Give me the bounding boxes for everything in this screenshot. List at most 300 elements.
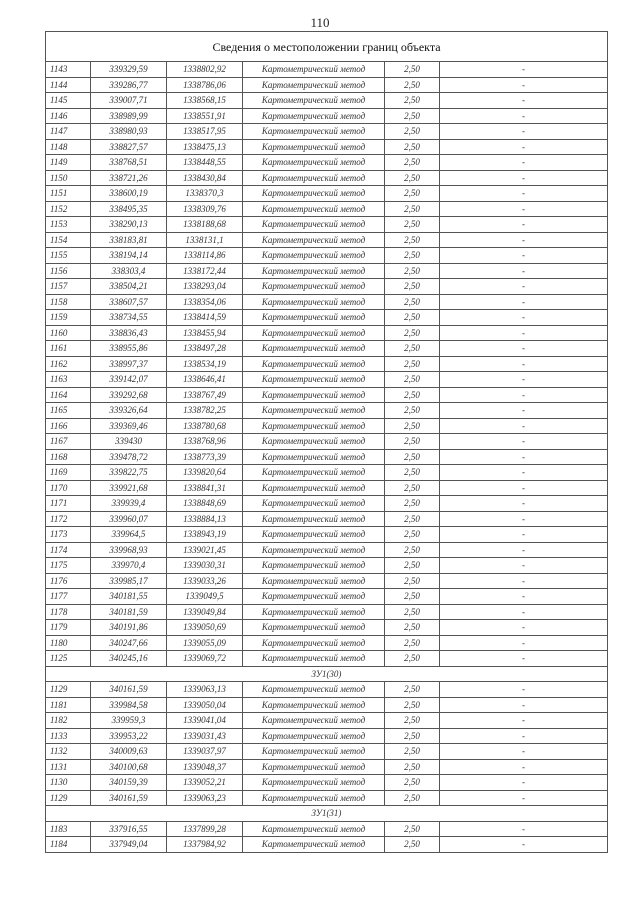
accuracy-cell: 2,50 xyxy=(385,604,440,620)
accuracy-cell: 2,50 xyxy=(385,418,440,434)
method-cell: Картометрический метод xyxy=(243,341,385,357)
accuracy-cell: 2,50 xyxy=(385,186,440,202)
table-row xyxy=(46,558,608,574)
method-cell: Картометрический метод xyxy=(243,217,385,233)
table-row xyxy=(46,217,608,233)
coord-x-cell: 339959,3 xyxy=(91,713,167,729)
accuracy-cell: 2,50 xyxy=(385,325,440,341)
accuracy-cell: 2,50 xyxy=(385,434,440,450)
coord-y-cell: 1338943,19 xyxy=(167,527,243,543)
point-number-cell: 1133 xyxy=(46,728,91,744)
coord-y-cell: 1338517,95 xyxy=(167,124,243,140)
point-number-cell: 1172 xyxy=(46,511,91,527)
method-cell: Картометрический метод xyxy=(243,604,385,620)
table-row xyxy=(46,372,608,388)
coord-x-cell: 339142,07 xyxy=(91,372,167,388)
coord-y-cell: 1338568,15 xyxy=(167,93,243,109)
point-number-cell: 1179 xyxy=(46,620,91,636)
table-row xyxy=(46,387,608,403)
note-cell: - xyxy=(440,170,608,186)
method-cell: Картометрический метод xyxy=(243,263,385,279)
coord-y-cell: 1338455,94 xyxy=(167,325,243,341)
point-number-cell: 1161 xyxy=(46,341,91,357)
table-row xyxy=(46,480,608,496)
section-row xyxy=(46,806,608,822)
accuracy-cell: 2,50 xyxy=(385,294,440,310)
coord-x-cell: 339822,75 xyxy=(91,465,167,481)
accuracy-cell: 2,50 xyxy=(385,682,440,698)
table-row xyxy=(46,418,608,434)
note-cell: - xyxy=(440,93,608,109)
note-cell: - xyxy=(440,263,608,279)
coord-x-cell: 339970,4 xyxy=(91,558,167,574)
coord-x-cell: 338183,81 xyxy=(91,232,167,248)
coord-y-cell: 1337899,28 xyxy=(167,821,243,837)
note-cell: - xyxy=(440,790,608,806)
point-number-cell: 1146 xyxy=(46,108,91,124)
coord-x-cell: 339430 xyxy=(91,434,167,450)
note-cell: - xyxy=(440,108,608,124)
accuracy-cell: 2,50 xyxy=(385,124,440,140)
note-cell: - xyxy=(440,558,608,574)
coord-x-cell: 339478,72 xyxy=(91,449,167,465)
point-number-cell: 1162 xyxy=(46,356,91,372)
accuracy-cell: 2,50 xyxy=(385,263,440,279)
note-cell: - xyxy=(440,589,608,605)
accuracy-cell: 2,50 xyxy=(385,697,440,713)
table-row xyxy=(46,341,608,357)
note-cell: - xyxy=(440,310,608,326)
point-number-cell: 1163 xyxy=(46,372,91,388)
method-cell: Картометрический метод xyxy=(243,775,385,791)
accuracy-cell: 2,50 xyxy=(385,310,440,326)
point-number-cell: 1129 xyxy=(46,682,91,698)
method-cell: Картометрический метод xyxy=(243,589,385,605)
note-cell: - xyxy=(440,372,608,388)
method-cell: Картометрический метод xyxy=(243,759,385,775)
note-cell: - xyxy=(440,821,608,837)
coord-y-cell: 1338786,06 xyxy=(167,77,243,93)
accuracy-cell: 2,50 xyxy=(385,356,440,372)
note-cell: - xyxy=(440,744,608,760)
coord-y-cell: 1339049,5 xyxy=(167,589,243,605)
accuracy-cell: 2,50 xyxy=(385,480,440,496)
coord-y-cell: 1338448,55 xyxy=(167,155,243,171)
method-cell: Картометрический метод xyxy=(243,496,385,512)
point-number-cell: 1177 xyxy=(46,589,91,605)
coord-x-cell: 339286,77 xyxy=(91,77,167,93)
note-cell: - xyxy=(440,403,608,419)
accuracy-cell: 2,50 xyxy=(385,589,440,605)
coord-x-cell: 338504,21 xyxy=(91,279,167,295)
table-row xyxy=(46,635,608,651)
note-cell: - xyxy=(440,139,608,155)
coord-y-cell: 1339820,64 xyxy=(167,465,243,481)
coord-y-cell: 1339050,04 xyxy=(167,697,243,713)
note-cell: - xyxy=(440,837,608,853)
point-number-cell: 1158 xyxy=(46,294,91,310)
method-cell: Картометрический метод xyxy=(243,155,385,171)
table-row xyxy=(46,449,608,465)
table-row xyxy=(46,263,608,279)
coord-x-cell: 340245,16 xyxy=(91,651,167,667)
coord-y-cell: 1338354,06 xyxy=(167,294,243,310)
note-cell: - xyxy=(440,434,608,450)
point-number-cell: 1129 xyxy=(46,790,91,806)
coord-x-cell: 339326,64 xyxy=(91,403,167,419)
coord-y-cell: 1338293,04 xyxy=(167,279,243,295)
method-cell: Картометрический метод xyxy=(243,620,385,636)
method-cell: Картометрический метод xyxy=(243,465,385,481)
point-number-cell: 1148 xyxy=(46,139,91,155)
accuracy-cell: 2,50 xyxy=(385,279,440,295)
method-cell: Картометрический метод xyxy=(243,139,385,155)
coord-x-cell: 338997,37 xyxy=(91,356,167,372)
coord-x-cell: 338600,19 xyxy=(91,186,167,202)
point-number-cell: 1169 xyxy=(46,465,91,481)
method-cell: Картометрический метод xyxy=(243,511,385,527)
note-cell: - xyxy=(440,449,608,465)
point-number-cell: 1176 xyxy=(46,573,91,589)
coord-y-cell: 1339049,84 xyxy=(167,604,243,620)
note-cell: - xyxy=(440,573,608,589)
point-number-cell: 1144 xyxy=(46,77,91,93)
section-row xyxy=(46,666,608,682)
coord-x-cell: 338607,57 xyxy=(91,294,167,310)
table-row xyxy=(46,403,608,419)
method-cell: Картометрический метод xyxy=(243,372,385,388)
method-cell: Картометрический метод xyxy=(243,558,385,574)
point-number-cell: 1149 xyxy=(46,155,91,171)
coord-y-cell: 1338430,84 xyxy=(167,170,243,186)
coord-x-cell: 340161,59 xyxy=(91,790,167,806)
accuracy-cell: 2,50 xyxy=(385,170,440,186)
point-number-cell: 1132 xyxy=(46,744,91,760)
coord-y-cell: 1338773,39 xyxy=(167,449,243,465)
table-row xyxy=(46,837,608,853)
table-row xyxy=(46,108,608,124)
note-cell: - xyxy=(440,232,608,248)
point-number-cell: 1130 xyxy=(46,775,91,791)
page-number: 110 xyxy=(310,15,330,30)
method-cell: Картометрический метод xyxy=(243,713,385,729)
table-row xyxy=(46,201,608,217)
accuracy-cell: 2,50 xyxy=(385,744,440,760)
note-cell: - xyxy=(440,604,608,620)
table-row xyxy=(46,713,608,729)
section-label: ЗУ1(31) xyxy=(46,806,608,822)
coord-y-cell: 1339033,26 xyxy=(167,573,243,589)
accuracy-cell: 2,50 xyxy=(385,620,440,636)
method-cell: Картометрический метод xyxy=(243,170,385,186)
table-row xyxy=(46,651,608,667)
coord-y-cell: 1338768,96 xyxy=(167,434,243,450)
coord-y-cell: 1338780,68 xyxy=(167,418,243,434)
method-cell: Картометрический метод xyxy=(243,682,385,698)
method-cell: Картометрический метод xyxy=(243,232,385,248)
coord-x-cell: 340161,59 xyxy=(91,682,167,698)
accuracy-cell: 2,50 xyxy=(385,217,440,233)
coord-y-cell: 1338131,1 xyxy=(167,232,243,248)
note-cell: - xyxy=(440,496,608,512)
coord-x-cell: 338768,51 xyxy=(91,155,167,171)
accuracy-cell: 2,50 xyxy=(385,713,440,729)
point-number-cell: 1181 xyxy=(46,697,91,713)
point-number-cell: 1167 xyxy=(46,434,91,450)
note-cell: - xyxy=(440,356,608,372)
point-number-cell: 1174 xyxy=(46,542,91,558)
method-cell: Картометрический метод xyxy=(243,294,385,310)
note-cell: - xyxy=(440,682,608,698)
accuracy-cell: 2,50 xyxy=(385,775,440,791)
coord-x-cell: 338303,4 xyxy=(91,263,167,279)
note-cell: - xyxy=(440,465,608,481)
accuracy-cell: 2,50 xyxy=(385,527,440,543)
coord-x-cell: 339960,07 xyxy=(91,511,167,527)
point-number-cell: 1153 xyxy=(46,217,91,233)
method-cell: Картометрический метод xyxy=(243,124,385,140)
accuracy-cell: 2,50 xyxy=(385,511,440,527)
table-row xyxy=(46,232,608,248)
coord-x-cell: 338194,14 xyxy=(91,248,167,264)
coord-y-cell: 1338188,68 xyxy=(167,217,243,233)
method-cell: Картометрический метод xyxy=(243,77,385,93)
coord-x-cell: 338827,57 xyxy=(91,139,167,155)
point-number-cell: 1165 xyxy=(46,403,91,419)
note-cell: - xyxy=(440,387,608,403)
note-cell: - xyxy=(440,542,608,558)
method-cell: Картометрический метод xyxy=(243,635,385,651)
table-row xyxy=(46,139,608,155)
coord-x-cell: 339953,22 xyxy=(91,728,167,744)
coord-y-cell: 1338551,91 xyxy=(167,108,243,124)
note-cell: - xyxy=(440,775,608,791)
table-row xyxy=(46,821,608,837)
coord-x-cell: 339968,93 xyxy=(91,542,167,558)
accuracy-cell: 2,50 xyxy=(385,759,440,775)
method-cell: Картометрический метод xyxy=(243,418,385,434)
point-number-cell: 1168 xyxy=(46,449,91,465)
coord-y-cell: 1339041,04 xyxy=(167,713,243,729)
point-number-cell: 1131 xyxy=(46,759,91,775)
point-number-cell: 1145 xyxy=(46,93,91,109)
point-number-cell: 1156 xyxy=(46,263,91,279)
coord-x-cell: 339007,71 xyxy=(91,93,167,109)
accuracy-cell: 2,50 xyxy=(385,387,440,403)
point-number-cell: 1151 xyxy=(46,186,91,202)
coord-y-cell: 1339050,69 xyxy=(167,620,243,636)
boundary-coordinates-table xyxy=(45,31,608,853)
table-row xyxy=(46,759,608,775)
accuracy-cell: 2,50 xyxy=(385,728,440,744)
coord-y-cell: 1339063,13 xyxy=(167,682,243,698)
coord-x-cell: 339939,4 xyxy=(91,496,167,512)
coord-y-cell: 1338309,76 xyxy=(167,201,243,217)
accuracy-cell: 2,50 xyxy=(385,821,440,837)
method-cell: Картометрический метод xyxy=(243,542,385,558)
note-cell: - xyxy=(440,418,608,434)
accuracy-cell: 2,50 xyxy=(385,542,440,558)
coord-y-cell: 1338646,41 xyxy=(167,372,243,388)
coord-y-cell: 1339021,45 xyxy=(167,542,243,558)
table-row xyxy=(46,325,608,341)
accuracy-cell: 2,50 xyxy=(385,449,440,465)
method-cell: Картометрический метод xyxy=(243,728,385,744)
coord-x-cell: 339964,5 xyxy=(91,527,167,543)
method-cell: Картометрический метод xyxy=(243,573,385,589)
note-cell: - xyxy=(440,651,608,667)
table-row xyxy=(46,124,608,140)
coord-x-cell: 338836,43 xyxy=(91,325,167,341)
coord-x-cell: 340009,63 xyxy=(91,744,167,760)
accuracy-cell: 2,50 xyxy=(385,248,440,264)
note-cell: - xyxy=(440,620,608,636)
table-row xyxy=(46,310,608,326)
method-cell: Картометрический метод xyxy=(243,434,385,450)
point-number-cell: 1171 xyxy=(46,496,91,512)
coord-x-cell: 338495,35 xyxy=(91,201,167,217)
note-cell: - xyxy=(440,341,608,357)
note-cell: - xyxy=(440,480,608,496)
coord-x-cell: 338290,13 xyxy=(91,217,167,233)
method-cell: Картометрический метод xyxy=(243,356,385,372)
table-row xyxy=(46,744,608,760)
coord-x-cell: 337916,55 xyxy=(91,821,167,837)
note-cell: - xyxy=(440,635,608,651)
table-row xyxy=(46,186,608,202)
note-cell: - xyxy=(440,217,608,233)
point-number-cell: 1125 xyxy=(46,651,91,667)
note-cell: - xyxy=(440,201,608,217)
coord-y-cell: 1338497,28 xyxy=(167,341,243,357)
note-cell: - xyxy=(440,124,608,140)
point-number-cell: 1173 xyxy=(46,527,91,543)
coord-y-cell: 1338534,19 xyxy=(167,356,243,372)
table-body xyxy=(46,32,608,853)
note-cell: - xyxy=(440,527,608,543)
coord-y-cell: 1339037,97 xyxy=(167,744,243,760)
coord-y-cell: 1338782,25 xyxy=(167,403,243,419)
table-row xyxy=(46,279,608,295)
coord-x-cell: 340247,66 xyxy=(91,635,167,651)
point-number-cell: 1147 xyxy=(46,124,91,140)
accuracy-cell: 2,50 xyxy=(385,635,440,651)
coord-x-cell: 340181,55 xyxy=(91,589,167,605)
table-row xyxy=(46,790,608,806)
coord-y-cell: 1338475,13 xyxy=(167,139,243,155)
note-cell: - xyxy=(440,279,608,295)
coord-x-cell: 339921,68 xyxy=(91,480,167,496)
coord-x-cell: 340191,86 xyxy=(91,620,167,636)
coord-x-cell: 340100,68 xyxy=(91,759,167,775)
method-cell: Картометрический метод xyxy=(243,248,385,264)
table-row xyxy=(46,511,608,527)
coord-y-cell: 1339052,21 xyxy=(167,775,243,791)
table-row xyxy=(46,294,608,310)
method-cell: Картометрический метод xyxy=(243,480,385,496)
section-label: ЗУ1(30) xyxy=(46,666,608,682)
table-row xyxy=(46,775,608,791)
accuracy-cell: 2,50 xyxy=(385,573,440,589)
accuracy-cell: 2,50 xyxy=(385,651,440,667)
table-title-row xyxy=(46,32,608,62)
accuracy-cell: 2,50 xyxy=(385,341,440,357)
coord-y-cell: 1338172,44 xyxy=(167,263,243,279)
table-row xyxy=(46,496,608,512)
method-cell: Картометрический метод xyxy=(243,325,385,341)
method-cell: Картометрический метод xyxy=(243,837,385,853)
table-row xyxy=(46,356,608,372)
method-cell: Картометрический метод xyxy=(243,744,385,760)
accuracy-cell: 2,50 xyxy=(385,93,440,109)
table-row xyxy=(46,155,608,171)
coord-y-cell: 1339063,23 xyxy=(167,790,243,806)
method-cell: Картометрический метод xyxy=(243,527,385,543)
coord-y-cell: 1338848,69 xyxy=(167,496,243,512)
coord-x-cell: 339369,46 xyxy=(91,418,167,434)
method-cell: Картометрический метод xyxy=(243,310,385,326)
accuracy-cell: 2,50 xyxy=(385,62,440,78)
coord-x-cell: 338734,55 xyxy=(91,310,167,326)
coord-x-cell: 338955,86 xyxy=(91,341,167,357)
note-cell: - xyxy=(440,77,608,93)
point-number-cell: 1152 xyxy=(46,201,91,217)
table-row xyxy=(46,573,608,589)
note-cell: - xyxy=(440,759,608,775)
method-cell: Картометрический метод xyxy=(243,108,385,124)
accuracy-cell: 2,50 xyxy=(385,155,440,171)
point-number-cell: 1166 xyxy=(46,418,91,434)
accuracy-cell: 2,50 xyxy=(385,77,440,93)
table-row xyxy=(46,62,608,78)
accuracy-cell: 2,50 xyxy=(385,139,440,155)
point-number-cell: 1150 xyxy=(46,170,91,186)
table-row xyxy=(46,527,608,543)
table-row xyxy=(46,620,608,636)
method-cell: Картометрический метод xyxy=(243,62,385,78)
note-cell: - xyxy=(440,325,608,341)
coord-y-cell: 1338884,13 xyxy=(167,511,243,527)
table-row xyxy=(46,697,608,713)
note-cell: - xyxy=(440,713,608,729)
point-number-cell: 1184 xyxy=(46,837,91,853)
coord-x-cell: 337949,04 xyxy=(91,837,167,853)
table-row xyxy=(46,542,608,558)
accuracy-cell: 2,50 xyxy=(385,837,440,853)
method-cell: Картометрический метод xyxy=(243,449,385,465)
note-cell: - xyxy=(440,155,608,171)
accuracy-cell: 2,50 xyxy=(385,790,440,806)
point-number-cell: 1157 xyxy=(46,279,91,295)
note-cell: - xyxy=(440,728,608,744)
accuracy-cell: 2,50 xyxy=(385,232,440,248)
point-number-cell: 1170 xyxy=(46,480,91,496)
coord-y-cell: 1339030,31 xyxy=(167,558,243,574)
point-number-cell: 1183 xyxy=(46,821,91,837)
accuracy-cell: 2,50 xyxy=(385,496,440,512)
coord-y-cell: 1339069,72 xyxy=(167,651,243,667)
coord-y-cell: 1338414,59 xyxy=(167,310,243,326)
accuracy-cell: 2,50 xyxy=(385,108,440,124)
point-number-cell: 1178 xyxy=(46,604,91,620)
coord-y-cell: 1338767,49 xyxy=(167,387,243,403)
method-cell: Картометрический метод xyxy=(243,697,385,713)
note-cell: - xyxy=(440,697,608,713)
method-cell: Картометрический метод xyxy=(243,279,385,295)
point-number-cell: 1182 xyxy=(46,713,91,729)
coord-x-cell: 339984,58 xyxy=(91,697,167,713)
point-number-cell: 1160 xyxy=(46,325,91,341)
